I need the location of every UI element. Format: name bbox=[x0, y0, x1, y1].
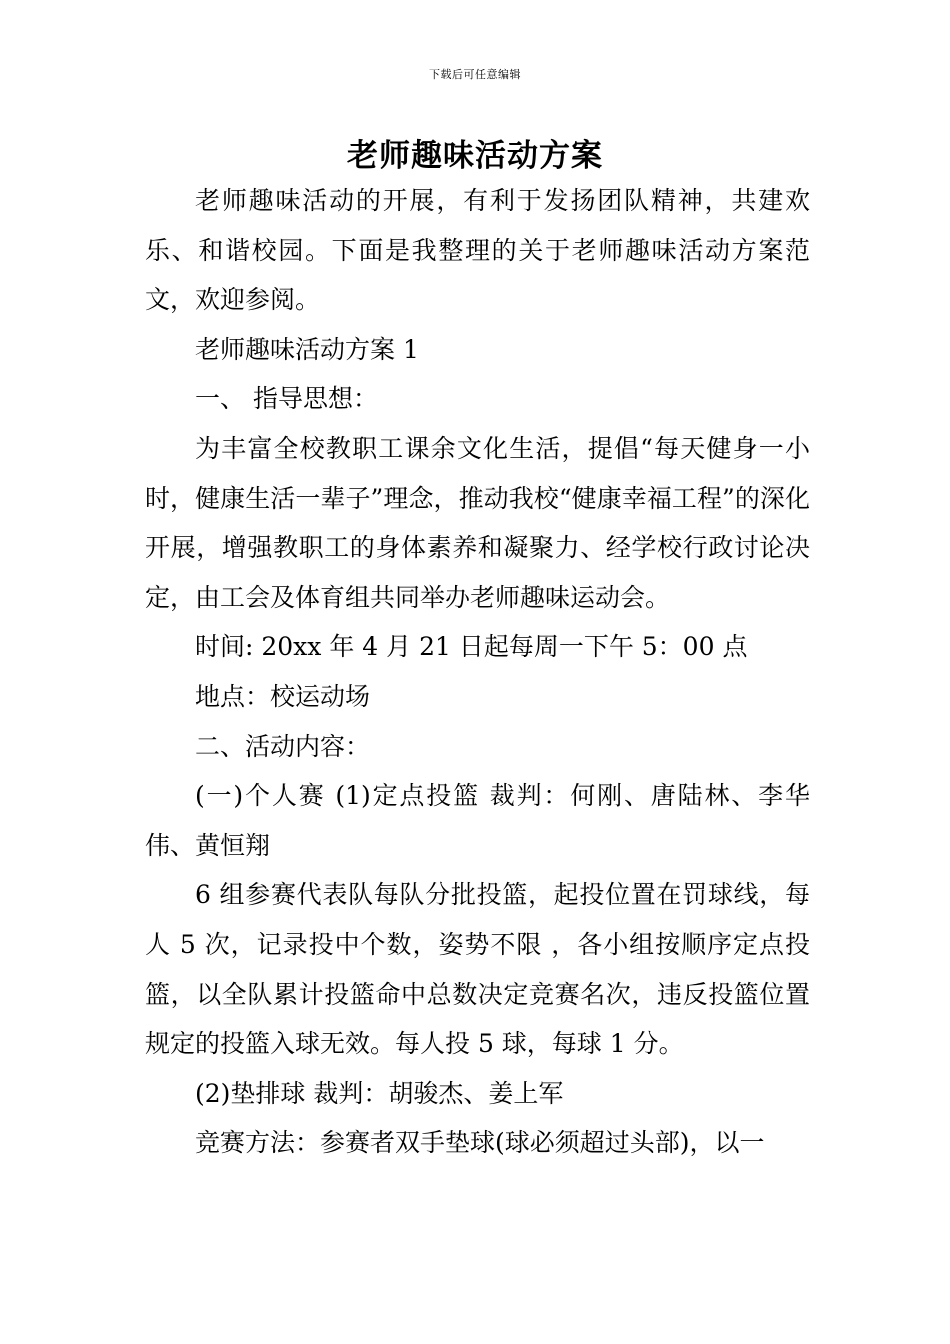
paragraph-plan-heading: 老师趣味活动方案 1 bbox=[195, 334, 419, 364]
paragraph-individual-event: (一)个人赛 (1)定点投篮 裁判：何刚、唐陆林、李华伟、黄恒翔 bbox=[145, 781, 810, 860]
paragraph-shooting-rules: 6 组参赛代表队每队分批投篮，起投位置在罚球线，每人 5 次，记录投中个数，姿势不限 ，各小组按顺序定点投篮，以全队累计投篮命中总数决定竞赛名次，违反投篮位置规定的投篮入球无效。每人投 5 球，每球 1 分。 bbox=[145, 880, 810, 1059]
paragraph-time: 时间: 20xx 年 4 月 21 日起每周一下午 5：00 点 bbox=[195, 632, 748, 662]
paragraph-volleyball-rules: 竞赛方法：参赛者双手垫球(球必须超过头部)，以一 bbox=[195, 1128, 765, 1158]
paragraph-volleyball-event: (2)垫排球 裁判：胡骏杰、姜上军 bbox=[195, 1078, 564, 1108]
document-title: 老师趣味活动方案 bbox=[347, 138, 603, 174]
header-note: 下载后可任意编辑 bbox=[429, 68, 521, 81]
paragraph-intro: 老师趣味活动的开展，有利于发扬团队精神，共建欢乐、和谐校园。下面是我整理的关于老师趣味活动方案范文，欢迎参阅。 bbox=[145, 186, 810, 315]
paragraph-location: 地点：校运动场 bbox=[195, 681, 371, 711]
paragraph-section-activities: 二、活动内容： bbox=[195, 731, 371, 761]
paragraph-guiding-content: 为丰富全校教职工课余文化生活，提倡“每天健身一小时，健康生活一辈子”理念，推动我校“健康幸福工程”的深化开展，增强教职工的身体素养和凝聚力、经学校行政讨论决定，由工会及体育组共同举办老师趣味运动会。 bbox=[145, 433, 810, 612]
document-body bbox=[145, 176, 810, 1168]
paragraph-section-guiding: 一、 指导思想： bbox=[195, 384, 378, 414]
